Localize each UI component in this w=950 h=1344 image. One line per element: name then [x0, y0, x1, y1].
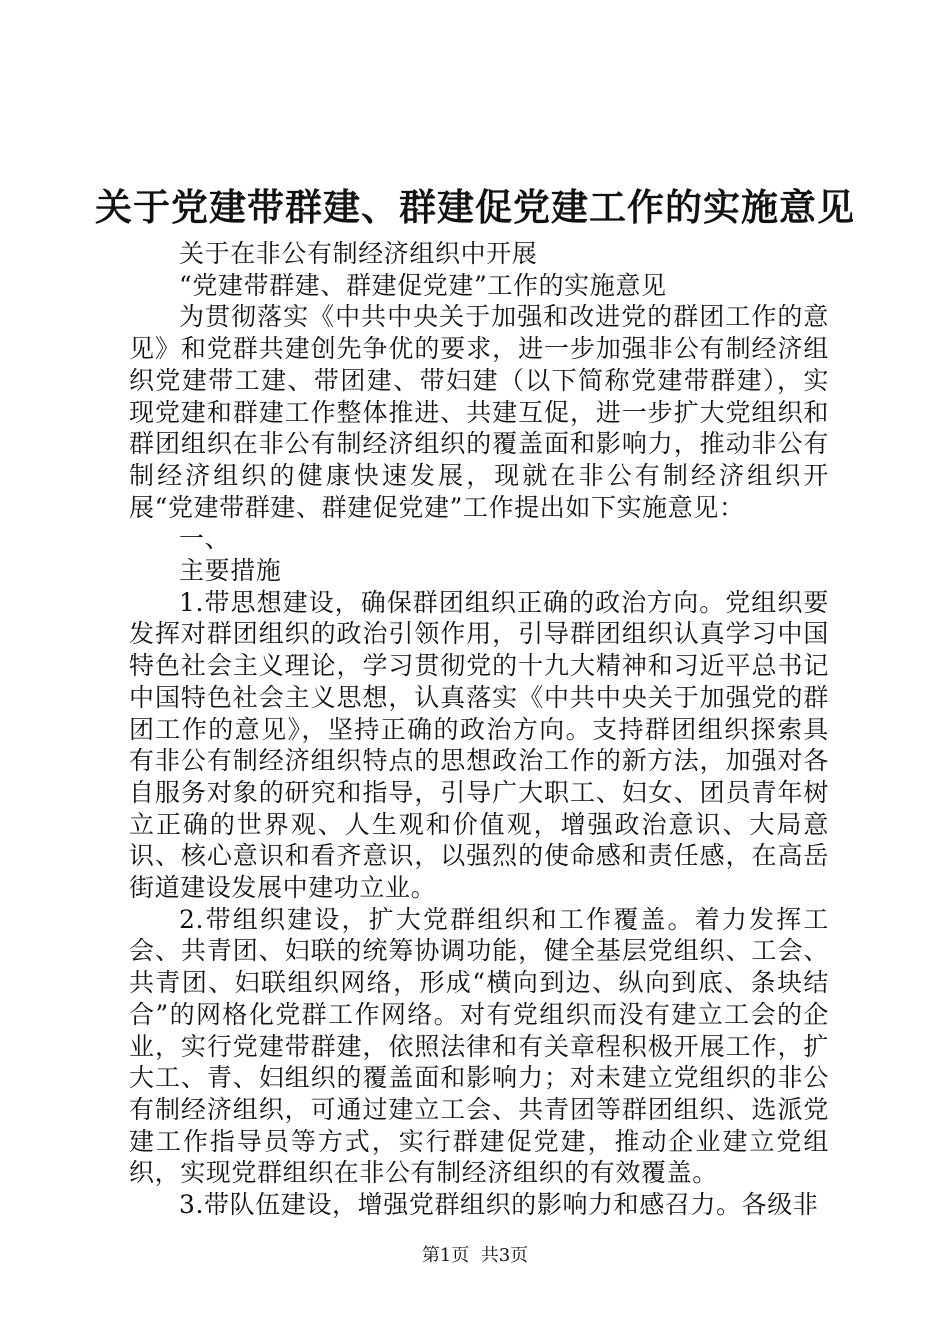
measure-paragraph-3: 3.带队伍建设，增强党群组织的影响力和感召力。各级非	[179, 1190, 819, 1220]
section-number: 一、	[179, 524, 231, 554]
section-heading: 主要措施	[179, 556, 282, 586]
page-total: 共3页	[480, 1245, 529, 1266]
page-footer	[0, 1244, 950, 1268]
intro-paragraph: 为贯彻落实《中共中央关于加强和改进党的群团工作的意见》和党群共建创先争优的要求，进一步加强非公有制经济组织党建带工建、带团建、带妇建（以下简称党建带群建），实现党建和群建工作整体推进、共建互促，进一步扩大党组织和群团组织在非公有制经济组织的覆盖面和影响力，推动非公有制经济组织的健康快速发展，现就在非公有制经济组织开展“党建带群建、群建促党建”工作提出如下实施意见：	[129, 302, 829, 522]
measure-paragraph-1: 1.带思想建设，确保群团组织正确的政治方向。党组织要发挥对群团组织的政治引领作用，引导群团组织认真学习中国特色社会主义理论，学习贯彻党的十九大精神和习近平总书记中国特色社会主义思想，认真落实《中共中央关于加强党的群团工作的意见》，坚持正确的政治方向。支持群团组织探索具有非公有制经济组织特点的思想政治工作的新方法，加强对各自服务对象的研究和指导，引导广大职工、妇女、团员青年树立正确的世界观、人生观和价值观，增强政治意识、大局意识、核心意识和看齐意识，以强烈的使命感和责任感，在高岳街道建设发展中建功立业。	[129, 587, 829, 903]
document-title: 关于党建带群建、群建促党建工作的实施意见	[95, 185, 855, 229]
page-number: 第1页	[421, 1245, 470, 1266]
footer-gap	[469, 1245, 480, 1266]
document-body	[129, 238, 829, 1221]
measure-paragraph-2: 2.带组织建设，扩大党群组织和工作覆盖。着力发挥工会、共青团、妇联的统筹协调功能，健全基层党组织、工会、共青团、妇联组织网络，形成“横向到边、纵向到底、条块结合”的网格化党群工作网络。对有党组织而没有建立工会的企业，实行党建带群建，依照法律和有关章程积极开展工作，扩大工、青、妇组织的覆盖面和影响力；对未建立党组织的非公有制经济组织，可通过建立工会、共青团等群团组织、选派党建工作指导员等方式，实行群建促党建，推动企业建立党组织，实现党群组织在非公有制经济组织的有效覆盖。	[129, 904, 829, 1188]
subtitle-line-1: 关于在非公有制经济组织中开展	[179, 239, 538, 268]
subtitle-line-2: “党建带群建、群建促党建”工作的实施意见	[179, 270, 667, 300]
